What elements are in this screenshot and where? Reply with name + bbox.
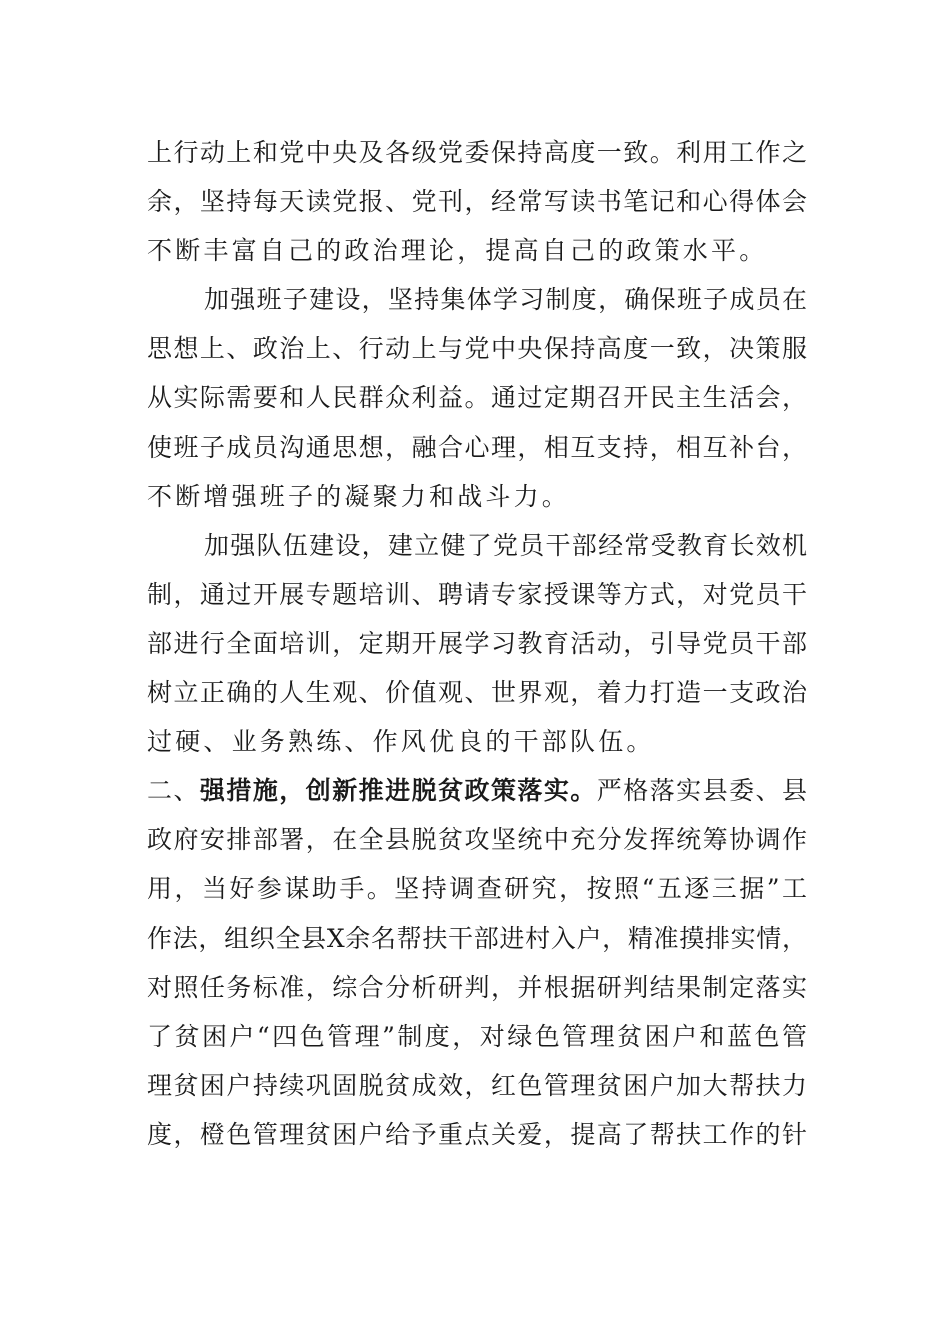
text-line: 加强班子建设，坚持集体学习制度，确保班子成员在 — [204, 285, 807, 315]
section-number: 二、 — [147, 776, 200, 806]
text-line: 制，通过开展专题培训、聘请专家授课等方式，对党员干 — [147, 579, 807, 609]
paragraph-team-building — [147, 275, 807, 520]
text-line: 上行动上和党中央及各级党委保持高度一致。利用工作之 — [147, 138, 807, 167]
text-line: 从实际需要和人民群众利益。通过定期召开民主生活会， — [147, 383, 807, 413]
text-line: 作法，组织全县X余名帮扶干部进村入户，精准摸排实情， — [147, 923, 807, 953]
text-line: 使班子成员沟通思想，融合心理，相互支持，相互补台， — [147, 432, 807, 462]
text-line: 不断增强班子的凝聚力和战斗力。 — [147, 481, 571, 511]
text-line: 政府安排部署，在全县脱贫攻坚统中充分发挥统筹协调作 — [147, 825, 807, 855]
document-body — [147, 128, 807, 1159]
text-line: 度，橙色管理贫困户给予重点关爱，提高了帮扶工作的针 — [147, 1119, 807, 1149]
section-heading-rest: 严格落实县委、县 — [596, 776, 807, 806]
text-line: 了贫困户“四色管理”制度，对绿色管理贫困户和蓝色管 — [147, 1021, 807, 1051]
paragraph-political-study — [147, 128, 807, 275]
text-line: 对照任务标准，综合分析研判，并根据研判结果制定落实 — [147, 972, 807, 1002]
text-line: 部进行全面培训，定期开展学习教育活动，引导党员干部 — [147, 628, 807, 658]
text-line: 加强队伍建设，建立健了党员干部经常受教育长效机 — [204, 530, 807, 560]
text-line: 余，坚持每天读党报、党刊，经常写读书笔记和心得体会 — [147, 187, 807, 217]
text-line: 过硬、业务熟练、作风优良的干部队伍。 — [147, 727, 655, 757]
text-line: 用，当好参谋助手。坚持调查研究，按照“五逐三据”工 — [147, 874, 807, 904]
section-heading-line — [147, 766, 807, 815]
text-line: 不断丰富自己的政治理论，提高自己的政策水平。 — [147, 236, 768, 266]
text-line: 树立正确的人生观、价值观、世界观，着力打造一支政治 — [147, 678, 807, 708]
paragraph-staff-building — [147, 521, 807, 766]
text-line: 理贫困户持续巩固脱贫成效，红色管理贫困户加大帮扶力 — [147, 1070, 807, 1100]
paragraph-section-two — [147, 766, 807, 1159]
section-heading: 强措施，创新推进脱贫政策落实。 — [199, 776, 597, 806]
text-line: 思想上、政治上、行动上与党中央保持高度一致，决策服 — [147, 334, 807, 364]
